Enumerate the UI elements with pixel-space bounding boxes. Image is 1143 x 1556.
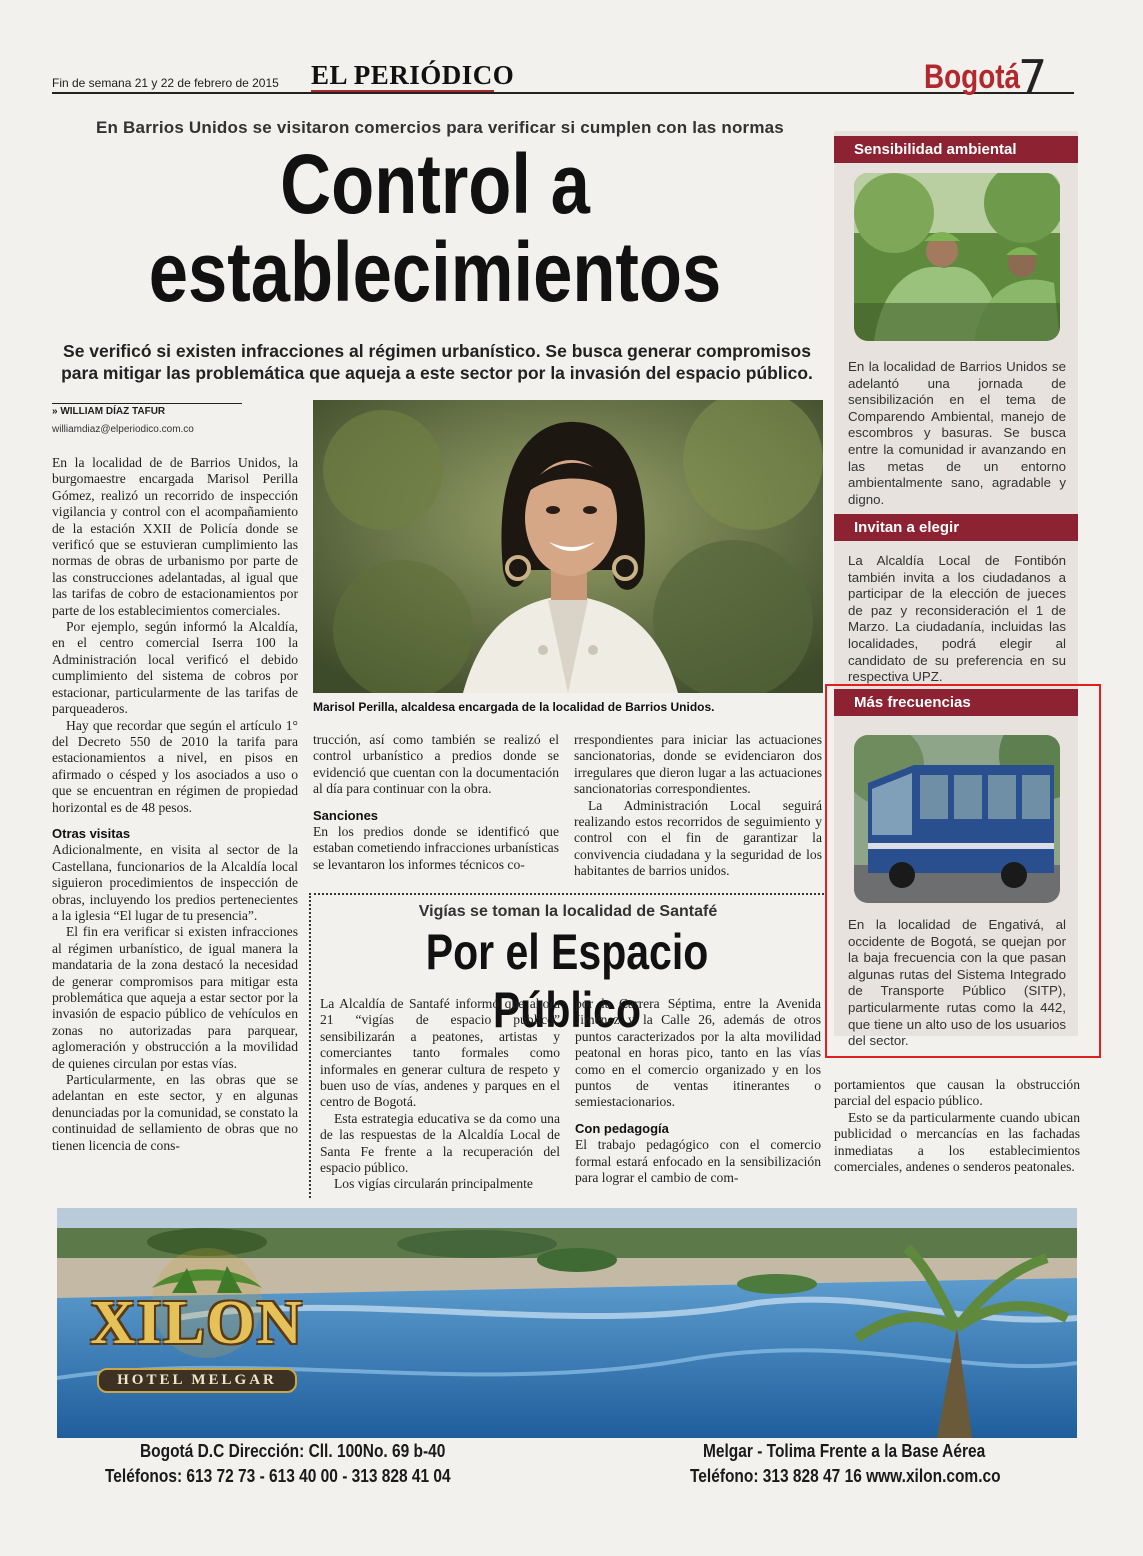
hotel-logo-text: XILON xyxy=(90,1289,304,1357)
paragraph: portamientos que causan la obstrucción parcial del espacio público. xyxy=(834,1077,1080,1109)
paragraph: El trabajo pedagógico con el comercio formal estará enfocado en la sensibilización para lograr el cambio de com- xyxy=(575,1137,821,1186)
ad-address-melgar: Melgar - Tolima Frente a la Base Aérea xyxy=(703,1441,986,1461)
sidebar-text-frecuencias: En la localidad de Engativá, al occidente de Bogotá, se quejan por la baja frecuencia con la que pasan algunas rutas del Sistema Integrado de Transporte Público (SITP), particularmente rutas como la 442, que tiene un alto uso de los usuarios del sector. xyxy=(848,917,1066,1049)
hotel-advertisement xyxy=(57,1208,1077,1438)
byline: » WILLIAM DÍAZ TAFUR xyxy=(52,403,242,421)
article2-column-1 xyxy=(320,996,560,1193)
header-rule xyxy=(52,92,1074,94)
photo-caption: Marisol Perilla, alcaldesa encargada de la localidad de Barrios Unidos. xyxy=(313,700,715,714)
article1-column-1 xyxy=(52,455,298,1154)
subheading: Sanciones xyxy=(313,807,379,823)
subheading: Otras visitas xyxy=(52,825,131,841)
highlight-box xyxy=(825,684,1101,1058)
paragraph: Por ejemplo, según informó la Alcaldía, en el centro comercial Iserra 100 la Administración local verificó el debido cumplimiento del sistema de cobros por estacionar, particularmente de las tarifas de parqueaderos. xyxy=(52,619,298,717)
article-headline xyxy=(112,137,759,319)
article2-kicker: Vigías se toman la localidad de Santafé xyxy=(418,903,718,920)
article2-column-3 xyxy=(834,1077,1080,1175)
sidebar-heading-invitan: Invitan a elegir xyxy=(834,514,1078,541)
ad-address-bogota: Bogotá D.C Dirección: Cll. 100No. 69 b-40 xyxy=(140,1441,446,1461)
article2-column-2 xyxy=(575,996,821,1186)
paragraph: Los vigías circularán principalmente xyxy=(334,1176,533,1192)
headline-line-1: Control a xyxy=(280,137,590,231)
portrait-illustration xyxy=(313,400,823,693)
sidebar-text-invitan: La Alcaldía Local de Fontibón también invita a los ciudadanos a participar de la elección de jueces de paz y reconsideración el 1 de Marzo. La ciudadanía, incluidas las localidades, podrá elegir al candidato de su preferencia en su respectiva UPZ. xyxy=(848,553,1066,685)
issue-date: Fin de semana 21 y 22 de febrero de 2015 xyxy=(52,76,279,90)
ad-phones-bogota: Teléfonos: 613 72 73 - 613 40 00 - 313 828 41 04 xyxy=(105,1466,451,1486)
paragraph: trucción, así como también se realizó el control urbanístico a predios donde se evidenció que cuentan con la documentación al día para continuar con la obra. xyxy=(313,732,559,797)
hotel-logo-subtitle: HOTEL MELGAR xyxy=(97,1368,297,1393)
mayor-photo xyxy=(313,400,823,693)
paragraph: por la Carrera Séptima, entre la Avenida Jiménez y la Calle 26, además de otros puntos caracterizados por la alta movilidad peatonal en horas pico, tanto en las vías como en el comercio organizado y en los puntos de ventas itinerantes o semiestacionarios. xyxy=(575,996,821,1110)
page-number: 7 xyxy=(1018,50,1048,104)
paragraph: Esta estrategia educativa se da como una de las respuestas de la Alcaldía Local de Santa Fe frente a la recuperación del espacio público. xyxy=(320,1110,560,1176)
paragraph: En los predios donde se identificó que estaban cometiendo infracciones urbanísticas se levantaron los informes técnicos co- xyxy=(313,824,559,872)
article-dek: Se verificó si existen infracciones al régimen urbanístico. Se busca generar compromisos para mitigar las problemática que aqueja a este sector por la invasión del espacio público. xyxy=(61,341,813,383)
sidebar-heading-frecuencias: Más frecuencias xyxy=(834,689,1078,716)
sidebar-text-sensibilidad: En la localidad de Barrios Unidos se adelantó una jornada de sensibilización en el tema de Comparendo Ambiental, manejo de escombros y basuras. Se busca entre la comunidad ir avanzando en las metas de un entorno ambientalmente sano, agradable y digno. xyxy=(848,359,1066,507)
paragraph: La Alcaldía de Santafé informó que ahora 21 “vigías de espacio público” sensibilizarán a peatones, artistas y comerciantes tanto formales como informales en generar cultura de respeto y buen uso de vías, andenes y parques en el centro de Bogotá. xyxy=(320,996,560,1110)
paragraph: El fin era verificar si existen infracciones al régimen urbanístico, de igual manera la mandataria de la zona destacó la necesidad de generar compromisos para mitigar esta problemática que aqueja a estar sector por la invasión de espacio público de vehículos en zonas no autorizadas para parquear, aglomeración y obstrucción a la movilidad de quienes circulan por estas vías. xyxy=(52,924,298,1071)
headline-line-2: establecimientos xyxy=(148,225,722,319)
byline-email: williamdiaz@elperiodico.com.co xyxy=(52,424,194,435)
subheading: Con pedagogía xyxy=(575,1120,669,1136)
section-name: Bogotá xyxy=(924,58,1021,96)
article1-column-2 xyxy=(313,732,559,873)
paragraph: En la localidad de de Barrios Unidos, la burgomaestre encargada Marisol Perilla Gómez, realizó un recorrido de inspección vigilancia y control con el acompañamiento de la estación XXII de Policía donde se verificó que se estuvieran cumplimiento las normas de obras de urbanismo por parte de las construcciones adelantadas, al igual que las tarifas de cobro de estacionamientos por parte de los establecimientos comerciales. xyxy=(52,455,298,618)
environment-photo xyxy=(854,173,1060,341)
article-kicker: En Barrios Unidos se visitaron comercios para verificar si cumplen con las normas xyxy=(96,118,784,137)
article2-headline: Por el Espacio Público xyxy=(425,924,709,1038)
paragraph: Hay que recordar que según el artículo 1° del Decreto 550 de 2010 la tarifa para estacionamientos a nivel, en pisos en afirmado o césped y los asociados a uso o que se encuentran en régimen de propiedad horizontal es de 48 pesos. xyxy=(52,717,298,815)
paragraph: Particularmente, en las obras que se adelantan en este sector, y en algunas denunciadas por la comunidad, se constato la continuidad de sellamiento de obras que no tienen licencia de cons- xyxy=(52,1072,298,1153)
paragraph: rrespondientes para iniciar las actuaciones sancionatorias, donde se evidenciaron dos irregulares que dieron lugar a las actuaciones sancionatorias correspondientes. xyxy=(574,732,822,797)
byline-author: WILLIAM DÍAZ TAFUR xyxy=(60,406,166,417)
paragraph: La Administración Local seguirá realizando estos recorridos de seguimiento y control con el fin de garantizar la convivencia ciudadana y la seguridad de los habitantes de barrios unidos. xyxy=(574,797,822,879)
article1-column-3 xyxy=(574,732,822,880)
masthead-underline xyxy=(311,90,494,92)
newspaper-masthead: EL PERIÓDICO xyxy=(311,60,515,90)
sidebar-heading-sensibilidad: Sensibilidad ambiental xyxy=(834,136,1078,163)
paragraph: Adicionalmente, en visita al sector de la Castellana, funcionarios de la Alcaldía local siguieron procedimientos de inspección de obras, incluyendo los predios pertenecientes a la iglesia “El lugar de tu presencia”. xyxy=(52,842,298,923)
paragraph: Esto se da particularmente cuando ubican publicidad o mercancías en las fachadas inmediatas a los establecimientos comerciales, andenes o senderos peatonales. xyxy=(834,1109,1080,1175)
ad-phone-web-melgar: Teléfono: 313 828 47 16 www.xilon.com.co xyxy=(690,1466,1001,1486)
green-team-illustration xyxy=(854,173,1060,341)
